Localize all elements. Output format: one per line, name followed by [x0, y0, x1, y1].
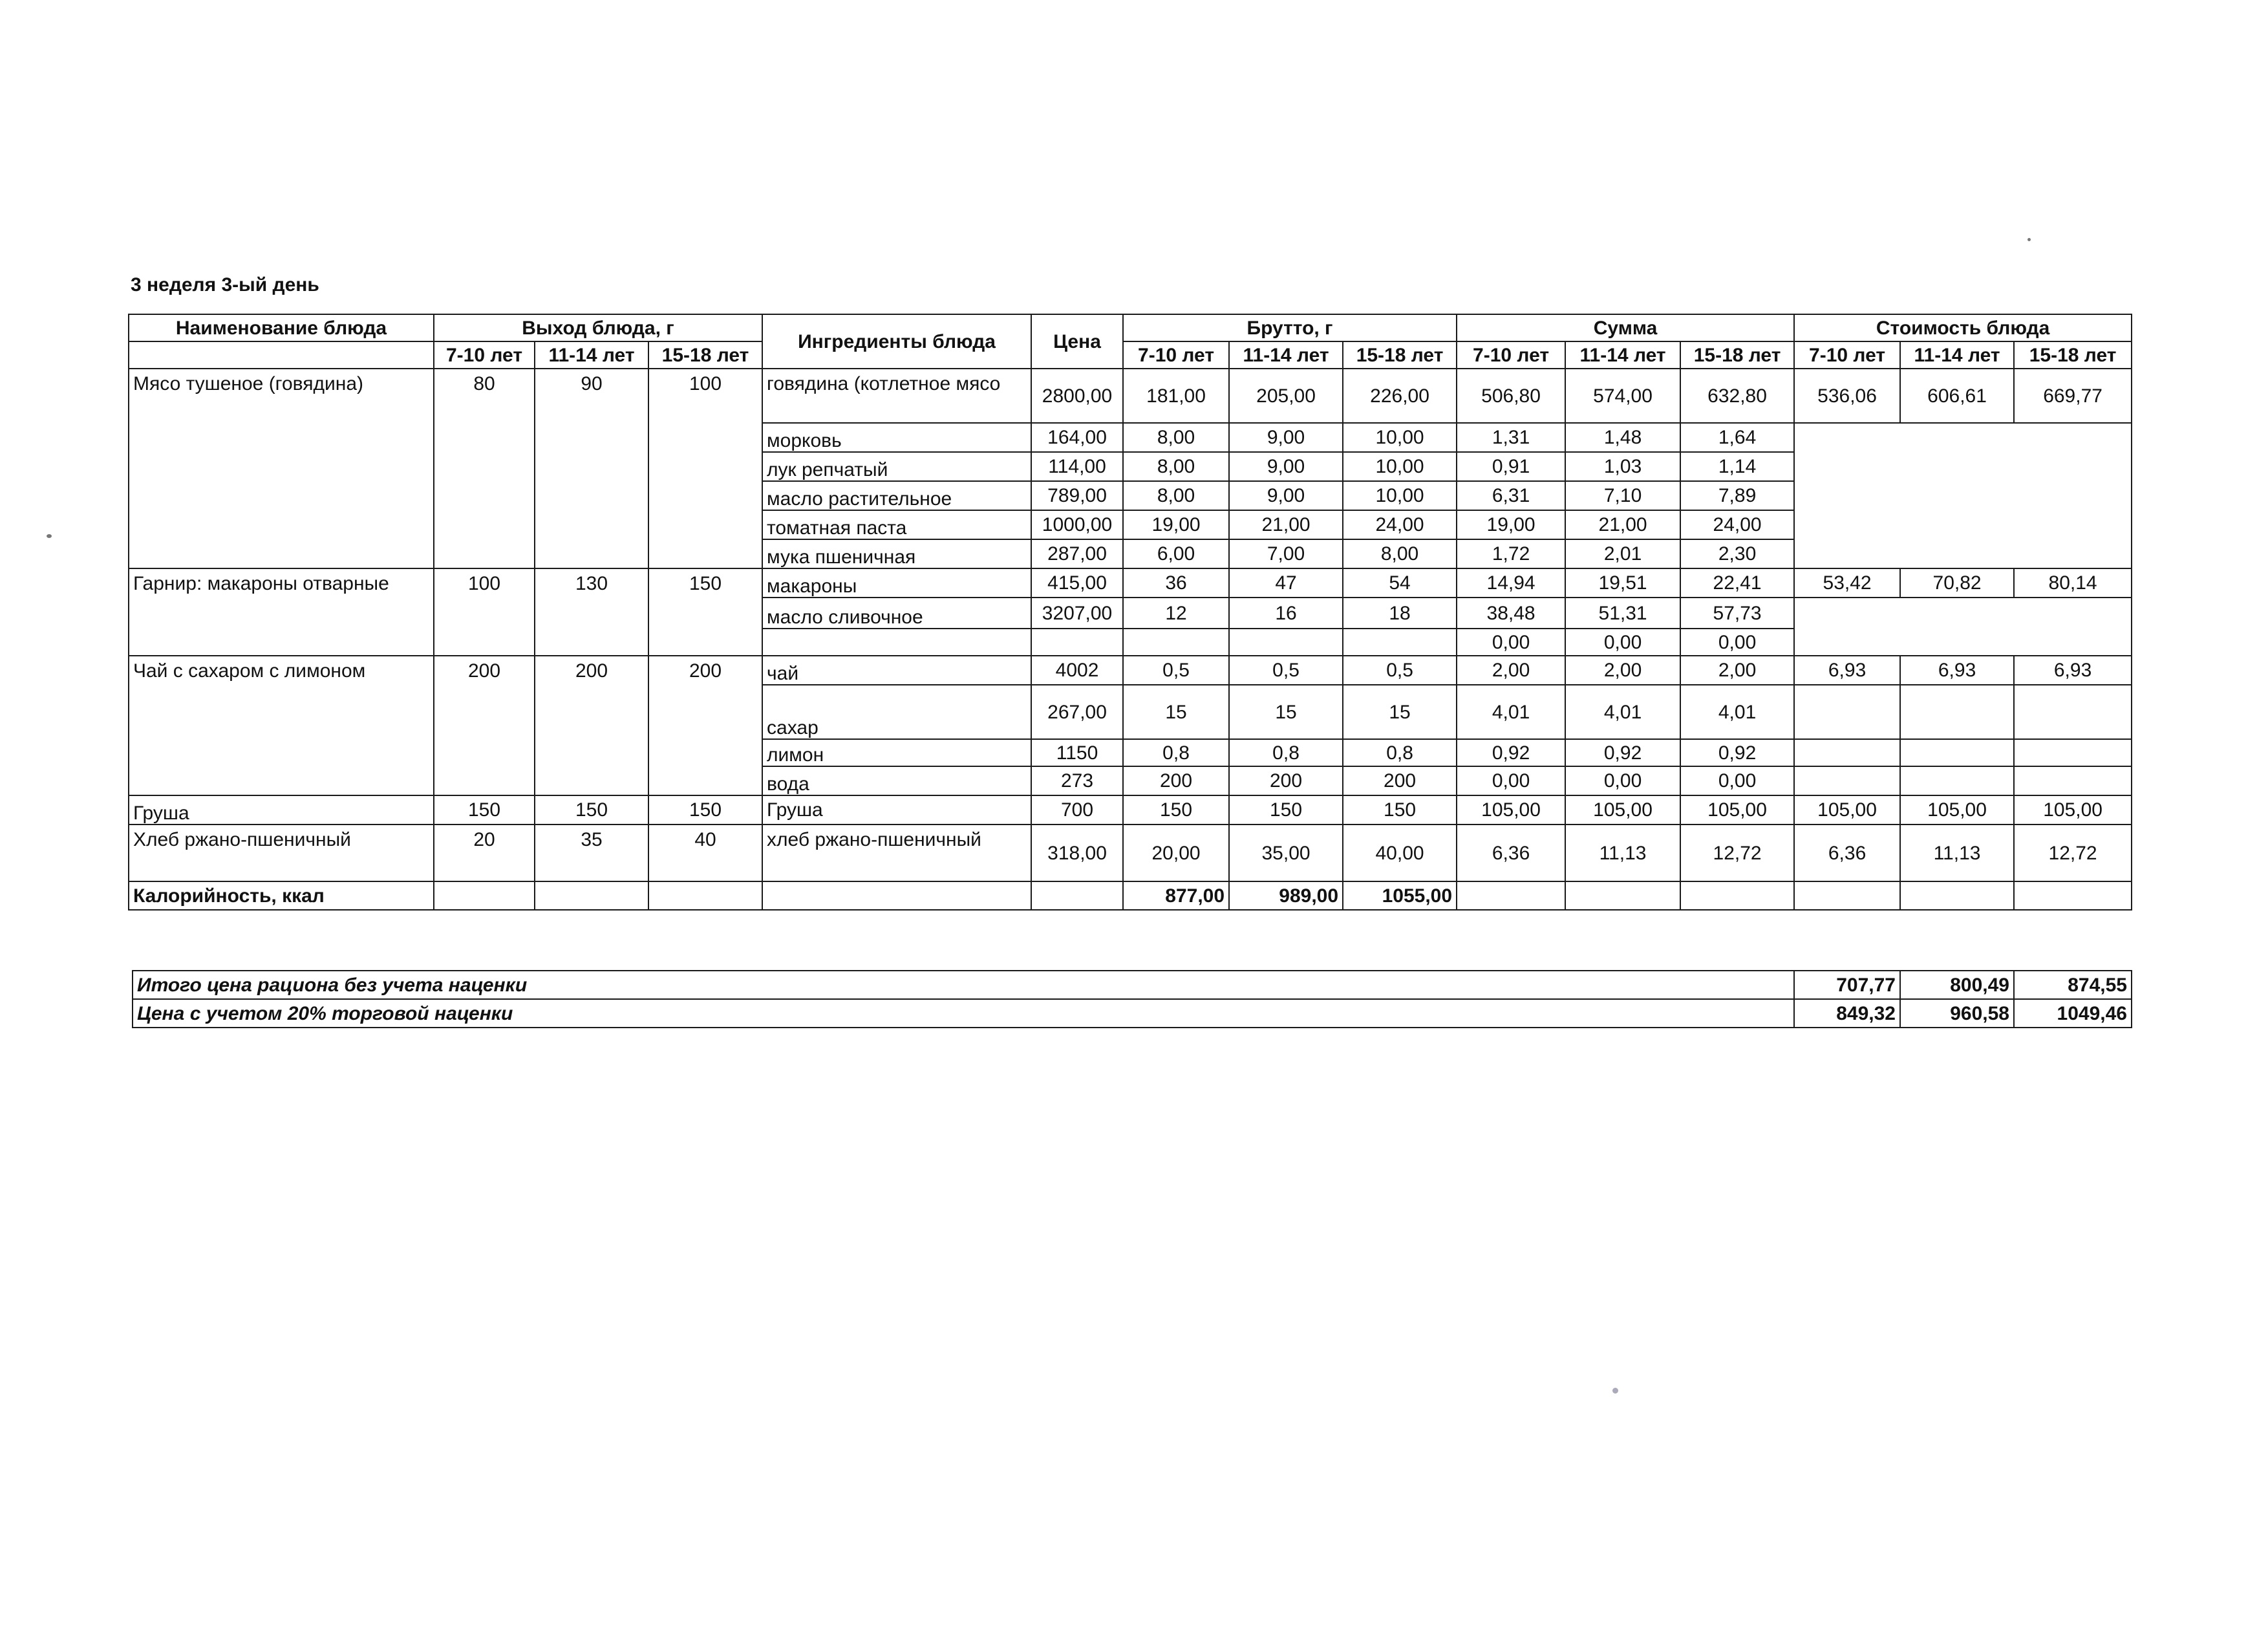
total-value: 707,77	[1794, 971, 1900, 999]
ingredient-name: масло растительное	[762, 481, 1031, 510]
cost-cell: 536,06	[1794, 369, 1900, 423]
sum-cell: 1,31	[1457, 423, 1565, 452]
sum-cell: 4,01	[1565, 685, 1680, 739]
gross-cell	[1343, 629, 1457, 656]
sum-cell: 12,72	[1680, 824, 1794, 881]
yield-cell: 20	[434, 824, 535, 881]
header-age-11-14: 11-14 лет	[535, 341, 648, 369]
header-age-15-18: 15-18 лет	[648, 341, 762, 369]
gross-cell: 150	[1343, 795, 1457, 824]
sum-cell: 2,01	[1565, 539, 1680, 568]
total-value: 960,58	[1900, 999, 2014, 1028]
empty-cell	[1680, 881, 1794, 910]
price-cell: 4002	[1031, 656, 1123, 685]
price-cell: 318,00	[1031, 824, 1123, 881]
empty-cost-cell	[2014, 739, 2132, 766]
dish-name: Хлеб ржано-пшеничный	[129, 824, 434, 881]
ingredient-name: масло сливочное	[762, 598, 1031, 629]
gross-cell: 0,5	[1343, 656, 1457, 685]
sum-cell: 2,00	[1457, 656, 1565, 685]
sum-cell: 105,00	[1457, 795, 1565, 824]
gross-cell: 10,00	[1343, 452, 1457, 481]
price-cell: 273	[1031, 766, 1123, 795]
gross-cell: 150	[1229, 795, 1343, 824]
gross-cell: 40,00	[1343, 824, 1457, 881]
yield-cell: 200	[648, 656, 762, 795]
ingredient-name: сахар	[762, 685, 1031, 739]
empty-cell	[2014, 881, 2132, 910]
sum-cell: 0,92	[1565, 739, 1680, 766]
sum-cell: 1,48	[1565, 423, 1680, 452]
sum-cell: 0,00	[1565, 766, 1680, 795]
gross-cell: 15	[1123, 685, 1229, 739]
sum-cell: 1,72	[1457, 539, 1565, 568]
gross-cell: 181,00	[1123, 369, 1229, 423]
price-cell: 789,00	[1031, 481, 1123, 510]
totals-row	[133, 999, 2132, 1028]
gross-cell: 21,00	[1229, 510, 1343, 539]
gross-cell: 36	[1123, 568, 1229, 598]
header-age-15-18: 15-18 лет	[2014, 341, 2132, 369]
gross-cell: 19,00	[1123, 510, 1229, 539]
sum-cell: 19,00	[1457, 510, 1565, 539]
price-cell: 2800,00	[1031, 369, 1123, 423]
price-cell: 700	[1031, 795, 1123, 824]
gross-cell: 7,00	[1229, 539, 1343, 568]
table-row	[129, 656, 2132, 685]
empty-cell	[1031, 881, 1123, 910]
ingredient-name: говядина (котлетное мясо	[762, 369, 1031, 423]
gross-cell: 15	[1343, 685, 1457, 739]
sum-cell: 1,64	[1680, 423, 1794, 452]
ingredient-name: вода	[762, 766, 1031, 795]
yield-cell: 100	[648, 369, 762, 568]
cost-cell: 105,00	[1900, 795, 2014, 824]
gross-cell: 54	[1343, 568, 1457, 598]
header-age-7-10: 7-10 лет	[1794, 341, 1900, 369]
gross-cell: 15	[1229, 685, 1343, 739]
header-age-11-14: 11-14 лет	[1565, 341, 1680, 369]
yield-cell: 80	[434, 369, 535, 568]
total-value: 874,55	[2014, 971, 2132, 999]
price-cell: 267,00	[1031, 685, 1123, 739]
gross-cell: 200	[1229, 766, 1343, 795]
empty-cost-cell	[1794, 423, 2132, 568]
cost-cell: 53,42	[1794, 568, 1900, 598]
header-age-11-14: 11-14 лет	[1900, 341, 2014, 369]
header-dish-cost: Стоимость блюда	[1794, 314, 2132, 341]
header-price: Цена	[1031, 314, 1123, 369]
empty-cost-cell	[1900, 739, 2014, 766]
sum-cell: 7,89	[1680, 481, 1794, 510]
gross-cell: 226,00	[1343, 369, 1457, 423]
empty-cell	[1794, 881, 1900, 910]
yield-cell: 200	[535, 656, 648, 795]
yield-cell: 150	[648, 795, 762, 824]
sum-cell: 506,80	[1457, 369, 1565, 423]
sum-cell: 0,92	[1680, 739, 1794, 766]
sum-cell: 105,00	[1680, 795, 1794, 824]
header-age-7-10: 7-10 лет	[1457, 341, 1565, 369]
header-gross: Брутто, г	[1123, 314, 1457, 341]
ingredient-name	[762, 629, 1031, 656]
cost-cell: 11,13	[1900, 824, 2014, 881]
header-age-7-10: 7-10 лет	[434, 341, 535, 369]
sum-cell: 1,03	[1565, 452, 1680, 481]
dish-name: Чай с сахаром с лимоном	[129, 656, 434, 795]
dish-name: Гарнир: макароны отварные	[129, 568, 434, 656]
sum-cell: 21,00	[1565, 510, 1680, 539]
cost-cell: 6,93	[1900, 656, 2014, 685]
sum-cell: 38,48	[1457, 598, 1565, 629]
total-without-markup-label: Итого цена рациона без учета наценки	[133, 971, 779, 999]
header-ingredients: Ингредиенты блюда	[762, 314, 1031, 369]
sum-cell: 2,00	[1565, 656, 1680, 685]
sum-cell: 0,00	[1565, 629, 1680, 656]
ingredient-name: лук репчатый	[762, 452, 1031, 481]
gross-cell: 10,00	[1343, 481, 1457, 510]
ingredient-name: Груша	[762, 795, 1031, 824]
empty-cell	[779, 971, 1794, 999]
header-dish-name: Наименование блюда	[129, 314, 434, 341]
scan-speck	[1612, 1388, 1618, 1394]
empty-cost-cell	[1794, 766, 1900, 795]
gross-cell: 6,00	[1123, 539, 1229, 568]
sum-cell: 0,00	[1457, 629, 1565, 656]
dish-name: Мясо тушеное (говядина)	[129, 369, 434, 568]
totals-row	[133, 971, 2132, 999]
gross-cell: 8,00	[1343, 539, 1457, 568]
price-cell: 114,00	[1031, 452, 1123, 481]
gross-cell: 9,00	[1229, 481, 1343, 510]
total-value: 800,49	[1900, 971, 2014, 999]
empty-cell	[1457, 881, 1565, 910]
gross-cell: 0,5	[1123, 656, 1229, 685]
ingredient-name: хлеб ржано-пшеничный	[762, 824, 1031, 881]
empty-cost-cell	[2014, 766, 2132, 795]
calories-row	[129, 881, 2132, 910]
sum-cell: 51,31	[1565, 598, 1680, 629]
empty-cell	[779, 999, 1794, 1028]
empty-cost-cell	[1900, 766, 2014, 795]
sum-cell: 6,36	[1457, 824, 1565, 881]
gross-cell: 35,00	[1229, 824, 1343, 881]
total-value: 1049,46	[2014, 999, 2132, 1028]
gross-cell: 200	[1343, 766, 1457, 795]
ingredient-name: томатная паста	[762, 510, 1031, 539]
header-sum: Сумма	[1457, 314, 1794, 341]
yield-cell: 130	[535, 568, 648, 656]
price-cell: 164,00	[1031, 423, 1123, 452]
totals-table	[132, 970, 2132, 1028]
cost-cell: 6,93	[1794, 656, 1900, 685]
sum-cell: 14,94	[1457, 568, 1565, 598]
sum-cell: 6,31	[1457, 481, 1565, 510]
price-cell: 415,00	[1031, 568, 1123, 598]
cost-cell: 70,82	[1900, 568, 2014, 598]
cost-cell: 12,72	[2014, 824, 2132, 881]
header-yield: Выход блюда, г	[434, 314, 762, 341]
yield-cell: 90	[535, 369, 648, 568]
yield-cell: 150	[648, 568, 762, 656]
sum-cell: 0,00	[1680, 629, 1794, 656]
header-age-11-14: 11-14 лет	[1229, 341, 1343, 369]
gross-cell: 12	[1123, 598, 1229, 629]
price-cell: 1000,00	[1031, 510, 1123, 539]
sum-cell: 632,80	[1680, 369, 1794, 423]
gross-cell: 8,00	[1123, 452, 1229, 481]
yield-cell: 200	[434, 656, 535, 795]
menu-table	[128, 314, 2132, 911]
empty-cost-cell	[1900, 685, 2014, 739]
price-cell	[1031, 629, 1123, 656]
total-with-markup-label: Цена с учетом 20% торговой наценки	[133, 999, 779, 1028]
empty-cost-cell	[1794, 685, 1900, 739]
table-row	[129, 568, 2132, 598]
sum-cell: 57,73	[1680, 598, 1794, 629]
sum-cell: 0,91	[1457, 452, 1565, 481]
sum-cell: 0,00	[1680, 766, 1794, 795]
sum-cell: 4,01	[1457, 685, 1565, 739]
sum-cell: 24,00	[1680, 510, 1794, 539]
ingredient-name: морковь	[762, 423, 1031, 452]
cost-cell: 105,00	[1794, 795, 1900, 824]
cost-cell: 80,14	[2014, 568, 2132, 598]
empty-cell	[1900, 881, 2014, 910]
empty-cost-cell	[2014, 685, 2132, 739]
header-age-15-18: 15-18 лет	[1680, 341, 1794, 369]
gross-cell: 10,00	[1343, 423, 1457, 452]
gross-cell: 0,8	[1123, 739, 1229, 766]
empty-cost-cell	[1794, 598, 2132, 656]
scan-speck	[2027, 238, 2031, 241]
cost-cell: 6,36	[1794, 824, 1900, 881]
empty-cell	[1565, 881, 1680, 910]
header-age-7-10: 7-10 лет	[1123, 341, 1229, 369]
sum-cell: 2,30	[1680, 539, 1794, 568]
table-row	[129, 369, 2132, 423]
header-age-15-18: 15-18 лет	[1343, 341, 1457, 369]
empty-cost-cell	[1794, 739, 1900, 766]
gross-cell: 24,00	[1343, 510, 1457, 539]
sum-cell: 2,00	[1680, 656, 1794, 685]
yield-cell: 150	[434, 795, 535, 824]
cost-cell: 606,61	[1900, 369, 2014, 423]
gross-cell: 150	[1123, 795, 1229, 824]
empty-cell	[762, 881, 1031, 910]
sum-cell: 19,51	[1565, 568, 1680, 598]
cost-cell: 669,77	[2014, 369, 2132, 423]
gross-cell: 0,8	[1343, 739, 1457, 766]
gross-cell: 20,00	[1123, 824, 1229, 881]
gross-cell	[1123, 629, 1229, 656]
price-cell: 3207,00	[1031, 598, 1123, 629]
total-value: 849,32	[1794, 999, 1900, 1028]
sum-cell: 105,00	[1565, 795, 1680, 824]
price-cell: 287,00	[1031, 539, 1123, 568]
gross-cell: 0,5	[1229, 656, 1343, 685]
ingredient-name: лимон	[762, 739, 1031, 766]
gross-cell: 8,00	[1123, 481, 1229, 510]
yield-cell: 100	[434, 568, 535, 656]
sum-cell: 1,14	[1680, 452, 1794, 481]
empty-cell	[648, 881, 762, 910]
sum-cell: 574,00	[1565, 369, 1680, 423]
price-cell: 1150	[1031, 739, 1123, 766]
gross-cell: 8,00	[1123, 423, 1229, 452]
gross-cell	[1229, 629, 1343, 656]
dish-name: Груша	[129, 795, 434, 824]
sum-cell: 7,10	[1565, 481, 1680, 510]
yield-cell: 150	[535, 795, 648, 824]
calories-label: Калорийность, ккал	[129, 881, 434, 910]
calories-value: 989,00	[1229, 881, 1343, 910]
cost-cell: 105,00	[2014, 795, 2132, 824]
yield-cell: 35	[535, 824, 648, 881]
gross-cell: 9,00	[1229, 423, 1343, 452]
calories-value: 1055,00	[1343, 881, 1457, 910]
page-title: 3 неделя 3-ый день	[131, 274, 319, 296]
cost-cell: 6,93	[2014, 656, 2132, 685]
table-row	[129, 824, 2132, 881]
empty-cell	[434, 881, 535, 910]
ingredient-name: мука пшеничная	[762, 539, 1031, 568]
ingredient-name: чай	[762, 656, 1031, 685]
calories-value: 877,00	[1123, 881, 1229, 910]
yield-cell: 40	[648, 824, 762, 881]
header-blank	[129, 341, 434, 369]
gross-cell: 0,8	[1229, 739, 1343, 766]
sum-cell: 0,00	[1457, 766, 1565, 795]
gross-cell: 47	[1229, 568, 1343, 598]
gross-cell: 16	[1229, 598, 1343, 629]
gross-cell: 9,00	[1229, 452, 1343, 481]
ingredient-name: макароны	[762, 568, 1031, 598]
sum-cell: 0,92	[1457, 739, 1565, 766]
sum-cell: 11,13	[1565, 824, 1680, 881]
table-row	[129, 795, 2132, 824]
gross-cell: 205,00	[1229, 369, 1343, 423]
scan-speck	[47, 534, 52, 538]
gross-cell: 200	[1123, 766, 1229, 795]
gross-cell: 18	[1343, 598, 1457, 629]
empty-cell	[535, 881, 648, 910]
sum-cell: 22,41	[1680, 568, 1794, 598]
sum-cell: 4,01	[1680, 685, 1794, 739]
